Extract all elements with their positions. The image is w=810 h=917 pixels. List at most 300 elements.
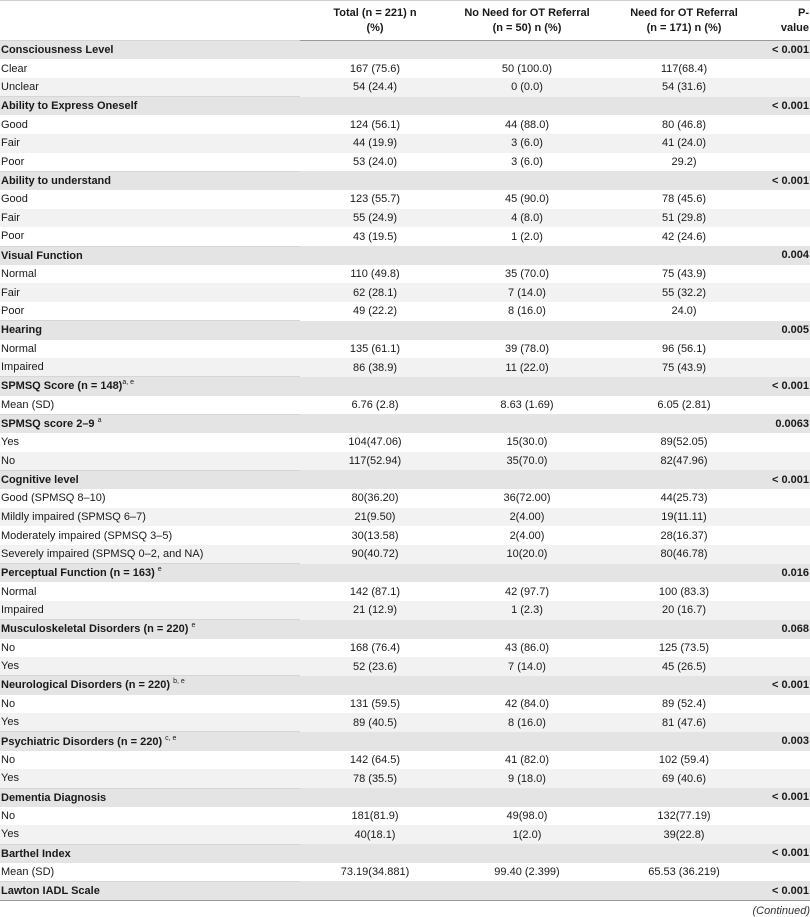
row-label: Neurological Disorders (n = 220) [1, 679, 174, 692]
footnote-marker: e [157, 566, 162, 574]
section-label-cell [0, 676, 300, 695]
no-need-cell [450, 676, 604, 695]
need-cell: 78 (45.6) [661, 193, 707, 206]
row-label-cell [0, 358, 300, 377]
table-row [0, 582, 810, 601]
total-cell: 73.19(34.881) [340, 866, 410, 879]
row-label: Visual Function [1, 249, 83, 262]
need-cell [604, 788, 764, 807]
need-cell: 80(46.78) [604, 545, 764, 564]
row-label-cell [0, 78, 300, 97]
table-row [0, 134, 810, 153]
p-value-cell: < 0.001 [764, 377, 810, 396]
table-row [0, 508, 810, 527]
header-cell-variable [0, 1, 300, 41]
no-need-cell: 3 (6.0) [511, 155, 543, 168]
row-label: SPMSQ score 2–9 [1, 417, 98, 430]
row-label: Fair [1, 137, 20, 150]
p-value-cell [764, 283, 810, 302]
row-label-cell [0, 396, 300, 415]
row-label-cell [0, 59, 300, 78]
total-cell: 21(9.50) [300, 508, 450, 527]
p-value-cell [764, 807, 810, 826]
total-cell: 55 (24.9) [300, 209, 450, 228]
table-row [0, 713, 810, 732]
total-cell: 123 (55.7) [349, 193, 401, 206]
no-need-cell [450, 377, 604, 396]
total-cell: 142 (64.5) [349, 753, 401, 766]
table-row [0, 751, 810, 770]
p-value-cell: < 0.001 [764, 171, 810, 190]
p-value-cell [764, 134, 810, 153]
table-row [0, 545, 810, 564]
need-cell: 44(25.73) [660, 492, 708, 505]
need-cell: 24.0) [671, 305, 697, 318]
p-value-cell [764, 545, 810, 564]
total-cell: 117(52.94) [300, 452, 450, 471]
row-label: Moderately impaired (SPMSQ 3–5) [1, 529, 173, 542]
total-cell: 62 (28.1) [300, 283, 450, 302]
row-label-cell [0, 769, 300, 788]
p-value-cell [764, 340, 810, 359]
table-row [0, 78, 810, 97]
no-need-cell: 11 (22.0) [450, 358, 604, 377]
row-label: Yes [1, 716, 19, 729]
section-label-cell [0, 620, 300, 639]
header-cell-need: Need for OT Referral (n = 171) n (%) [630, 7, 738, 34]
no-need-cell: 2(4.00) [509, 529, 545, 542]
row-label: Yes [1, 828, 19, 841]
need-cell: 55 (32.2) [604, 283, 764, 302]
table-row [0, 769, 810, 788]
p-value-cell [764, 78, 810, 97]
row-label: No [1, 753, 16, 766]
need-cell: 6.05 (2.81) [657, 398, 711, 411]
row-label-cell [0, 227, 300, 246]
no-need-cell: 2(4.00) [450, 508, 604, 527]
p-value-cell [764, 227, 810, 246]
total-cell [300, 732, 450, 751]
row-label: Mean (SD) [1, 865, 55, 878]
need-cell: 45 (26.5) [604, 657, 764, 676]
section-label-cell [0, 788, 300, 807]
row-label: Poor [1, 230, 25, 243]
section-row [0, 620, 810, 639]
table-row [0, 526, 810, 545]
p-value-cell [764, 302, 810, 321]
row-label-cell [0, 452, 300, 471]
row-label-cell [0, 190, 300, 209]
table-row [0, 807, 810, 826]
no-need-cell: 1 (2.0) [511, 230, 543, 243]
need-cell: 82(47.96) [604, 452, 764, 471]
row-label-cell [0, 526, 300, 545]
no-need-cell [450, 564, 604, 583]
table-row [0, 59, 810, 78]
no-need-cell: 41 (82.0) [504, 753, 550, 766]
no-need-cell: 10(20.0) [450, 545, 604, 564]
no-need-cell [450, 788, 604, 807]
need-cell: 75 (43.9) [661, 268, 707, 281]
row-label: Ability to understand [1, 174, 111, 187]
section-row [0, 881, 810, 900]
need-cell [604, 564, 764, 583]
row-label-cell [0, 302, 300, 321]
total-cell [300, 676, 450, 695]
row-label-cell [0, 433, 300, 452]
total-cell: 90(40.72) [300, 545, 450, 564]
need-cell: 29.2) [671, 155, 697, 168]
p-value-cell [764, 358, 810, 377]
row-label: Fair [1, 212, 20, 225]
total-cell [300, 246, 450, 265]
p-value-cell: 0.004 [764, 246, 810, 265]
p-value-cell [764, 769, 810, 788]
p-value-cell: < 0.001 [764, 470, 810, 489]
header-cell-no-need: No Need for OT Referral (n = 50) n (%) [464, 7, 590, 34]
p-value-cell [764, 863, 810, 882]
section-label-cell [0, 171, 300, 190]
p-value-cell [764, 695, 810, 714]
p-value-cell [764, 751, 810, 770]
table-row [0, 601, 810, 620]
row-label-cell [0, 134, 300, 153]
no-need-cell: 42 (97.7) [504, 585, 550, 598]
p-value-cell: 0.003 [764, 732, 810, 751]
table-row [0, 115, 810, 134]
row-label: Ability to Express Oneself [1, 100, 138, 113]
need-cell: 117(68.4) [660, 62, 708, 75]
need-cell [604, 321, 764, 340]
need-cell: 41 (24.0) [604, 134, 764, 153]
p-value-cell [764, 601, 810, 620]
p-value-cell [764, 396, 810, 415]
row-label: No [1, 697, 16, 710]
row-label: Unclear [1, 80, 39, 93]
row-label: Dementia Diagnosis [1, 791, 107, 804]
table-row [0, 227, 810, 246]
need-cell: 39(22.8) [604, 825, 764, 844]
footnote-marker: b, e [173, 678, 185, 686]
need-cell [604, 97, 764, 116]
continued-note: (Continued) [752, 905, 810, 917]
total-cell: 30(13.58) [351, 529, 399, 542]
total-cell: 110 (49.8) [350, 268, 400, 281]
table-row [0, 265, 810, 284]
need-cell: 42 (24.6) [661, 230, 707, 243]
need-cell: 20 (16.7) [604, 601, 764, 620]
no-need-cell [450, 881, 604, 900]
total-cell: 131 (59.5) [349, 697, 401, 710]
section-row [0, 171, 810, 190]
row-label: Cognitive level [1, 473, 79, 486]
section-row [0, 564, 810, 583]
table-row [0, 358, 810, 377]
header-cell-p-value: P- value [780, 7, 809, 34]
p-value-cell [764, 115, 810, 134]
p-value-cell: 0.005 [764, 321, 810, 340]
section-label-cell [0, 732, 300, 751]
need-cell [604, 41, 764, 60]
no-need-cell: 50 (100.0) [501, 62, 553, 75]
row-label-cell [0, 545, 300, 564]
p-value-cell [764, 639, 810, 658]
no-need-cell: 42 (84.0) [504, 697, 550, 710]
no-need-cell [450, 41, 604, 60]
p-value-cell [764, 508, 810, 527]
no-need-cell: 8 (16.0) [508, 305, 546, 318]
p-value-cell [764, 582, 810, 601]
need-cell: 100 (83.3) [658, 585, 710, 598]
row-label-cell [0, 209, 300, 228]
need-cell [604, 676, 764, 695]
table-row [0, 396, 810, 415]
section-row [0, 788, 810, 807]
row-label-cell [0, 582, 300, 601]
header-row [0, 1, 810, 41]
row-label-cell [0, 489, 300, 508]
total-cell: 142 (87.1) [349, 585, 401, 598]
total-cell: 40(18.1) [300, 825, 450, 844]
p-value-cell: < 0.001 [764, 41, 810, 60]
need-cell: 81 (47.6) [604, 713, 764, 732]
no-need-cell: 8.63 (1.69) [500, 398, 554, 411]
section-label-cell [0, 321, 300, 340]
section-row [0, 470, 810, 489]
total-cell [300, 321, 450, 340]
table-row [0, 283, 810, 302]
row-label: Normal [1, 585, 37, 598]
need-cell [604, 414, 764, 433]
p-value-cell [764, 433, 810, 452]
no-need-cell: 45 (90.0) [504, 193, 550, 206]
table-row [0, 153, 810, 172]
section-row [0, 676, 810, 695]
total-cell [300, 414, 450, 433]
p-value-cell: < 0.001 [764, 97, 810, 116]
p-value-cell [764, 657, 810, 676]
row-label: SPMSQ Score (n = 148) [1, 380, 123, 393]
row-label: Lawton IADL Scale [1, 884, 100, 897]
footnote-marker: c, e [165, 734, 177, 742]
row-label: No [1, 641, 16, 654]
section-label-cell [0, 844, 300, 863]
no-need-cell: 3 (6.0) [450, 134, 604, 153]
need-cell: 51 (29.8) [604, 209, 764, 228]
row-label-cell [0, 807, 300, 826]
need-cell [604, 246, 764, 265]
total-cell: 181(81.9) [351, 810, 399, 823]
row-label-cell [0, 340, 300, 359]
need-cell: 19(11.11) [604, 508, 764, 527]
no-need-cell: 43 (86.0) [504, 641, 550, 654]
row-label: Yes [1, 436, 19, 449]
row-label-cell [0, 508, 300, 527]
total-cell [300, 41, 450, 60]
row-label-cell [0, 153, 300, 172]
total-cell: 135 (61.1) [349, 342, 401, 355]
total-cell: 52 (23.6) [300, 657, 450, 676]
need-cell [604, 171, 764, 190]
row-label: Good [1, 118, 28, 131]
row-label: Impaired [1, 604, 44, 617]
row-label-cell [0, 695, 300, 714]
need-cell: 80 (46.8) [661, 118, 707, 131]
section-label-cell [0, 246, 300, 265]
total-cell: 78 (35.5) [300, 769, 450, 788]
table-row [0, 209, 810, 228]
section-label-cell [0, 564, 300, 583]
total-cell [300, 470, 450, 489]
table-row [0, 302, 810, 321]
row-label: Consciousness Level [1, 44, 114, 57]
need-cell: 132(77.19) [657, 810, 711, 823]
row-label: Musculoskeletal Disorders (n = 220) [1, 623, 192, 636]
row-label: Perceptual Function (n = 163) [1, 567, 158, 580]
row-label: No [1, 454, 16, 467]
p-value-cell [764, 526, 810, 545]
no-need-cell: 36(72.00) [503, 492, 551, 505]
row-label: Hearing [1, 324, 42, 337]
total-cell [300, 564, 450, 583]
need-cell: 125 (73.5) [658, 641, 710, 654]
section-row [0, 321, 810, 340]
row-label: No [1, 810, 16, 823]
table-row [0, 863, 810, 882]
need-cell [604, 732, 764, 751]
need-cell [604, 881, 764, 900]
p-value-cell [764, 190, 810, 209]
section-row [0, 377, 810, 396]
p-value-cell [764, 153, 810, 172]
need-cell [604, 377, 764, 396]
total-cell: 44 (19.9) [300, 134, 450, 153]
section-label-cell [0, 97, 300, 116]
footnote-marker: e [191, 622, 196, 630]
need-cell: 89 (52.4) [661, 697, 707, 710]
table-row [0, 340, 810, 359]
need-cell: 28(16.37) [660, 529, 708, 542]
p-value-cell [764, 825, 810, 844]
section-row [0, 97, 810, 116]
no-need-cell [450, 321, 604, 340]
no-need-cell: 39 (78.0) [504, 342, 550, 355]
table-row [0, 657, 810, 676]
no-need-cell: 7 (14.0) [450, 657, 604, 676]
need-cell: 102 (59.4) [658, 753, 710, 766]
no-need-cell: 0 (0.0) [450, 78, 604, 97]
no-need-cell: 15(30.0) [506, 436, 548, 449]
row-label-cell [0, 751, 300, 770]
table-row [0, 489, 810, 508]
need-cell: 69 (40.6) [604, 769, 764, 788]
p-value-cell: 0.068 [764, 620, 810, 639]
no-need-cell: 1(2.0) [450, 825, 604, 844]
row-label-cell [0, 825, 300, 844]
no-need-cell [450, 97, 604, 116]
no-need-cell: 49(98.0) [506, 810, 548, 823]
total-cell [300, 788, 450, 807]
table-header [0, 1, 810, 41]
no-need-cell: 8 (16.0) [450, 713, 604, 732]
table-row [0, 639, 810, 658]
no-need-cell: 35(70.0) [450, 452, 604, 471]
p-value-cell: < 0.001 [764, 844, 810, 863]
section-row [0, 732, 810, 751]
row-label-cell [0, 601, 300, 620]
no-need-cell: 9 (18.0) [450, 769, 604, 788]
total-cell [300, 97, 450, 116]
row-label: Psychiatric Disorders (n = 220) [1, 735, 166, 748]
row-label: Poor [1, 305, 25, 318]
section-label-cell [0, 377, 300, 396]
section-row [0, 844, 810, 863]
row-label: Normal [1, 342, 37, 355]
need-cell: 75 (43.9) [604, 358, 764, 377]
total-cell: 43 (19.5) [352, 230, 398, 243]
table-row [0, 825, 810, 844]
row-label-cell [0, 863, 300, 882]
table-body [0, 41, 810, 901]
p-value-cell [764, 209, 810, 228]
row-label-cell [0, 283, 300, 302]
need-cell [604, 620, 764, 639]
total-cell [300, 881, 450, 900]
section-label-cell [0, 41, 300, 60]
total-cell: 167 (75.6) [349, 62, 401, 75]
no-need-cell: 35 (70.0) [504, 268, 550, 281]
row-label: Impaired [1, 361, 44, 374]
no-need-cell: 4 (8.0) [450, 209, 604, 228]
row-label: Mean (SD) [1, 398, 55, 411]
row-label: Normal [1, 268, 37, 281]
table-row [0, 190, 810, 209]
total-cell: 80(36.20) [351, 492, 399, 505]
total-cell: 124 (56.1) [349, 118, 401, 131]
footnote-marker: a, e [122, 379, 135, 387]
total-cell [300, 620, 450, 639]
no-need-cell [450, 171, 604, 190]
no-need-cell: 44 (88.0) [504, 118, 550, 131]
total-cell [300, 377, 450, 396]
table-row [0, 695, 810, 714]
p-value-cell: 0.016 [764, 564, 810, 583]
total-cell: 89 (40.5) [300, 713, 450, 732]
row-label: Yes [1, 660, 19, 673]
table-row [0, 452, 810, 471]
no-need-cell [450, 470, 604, 489]
no-need-cell [450, 620, 604, 639]
p-value-cell: < 0.001 [764, 676, 810, 695]
total-cell: 54 (24.4) [300, 78, 450, 97]
footnote-marker: a [97, 416, 102, 424]
p-value-cell: < 0.001 [764, 788, 810, 807]
p-value-cell [764, 452, 810, 471]
total-cell: 49 (22.2) [352, 305, 398, 318]
row-label-cell [0, 657, 300, 676]
row-label: Yes [1, 772, 19, 785]
row-label: Mildly impaired (SPMSQ 6–7) [1, 511, 146, 524]
no-need-cell [450, 732, 604, 751]
row-label-cell [0, 265, 300, 284]
p-value-cell [764, 489, 810, 508]
need-cell: 54 (31.6) [604, 78, 764, 97]
row-label-cell [0, 713, 300, 732]
row-label: Good [1, 193, 28, 206]
no-need-cell: 99.40 (2.399) [494, 866, 560, 879]
section-row [0, 246, 810, 265]
total-cell: 104(47.06) [348, 436, 402, 449]
